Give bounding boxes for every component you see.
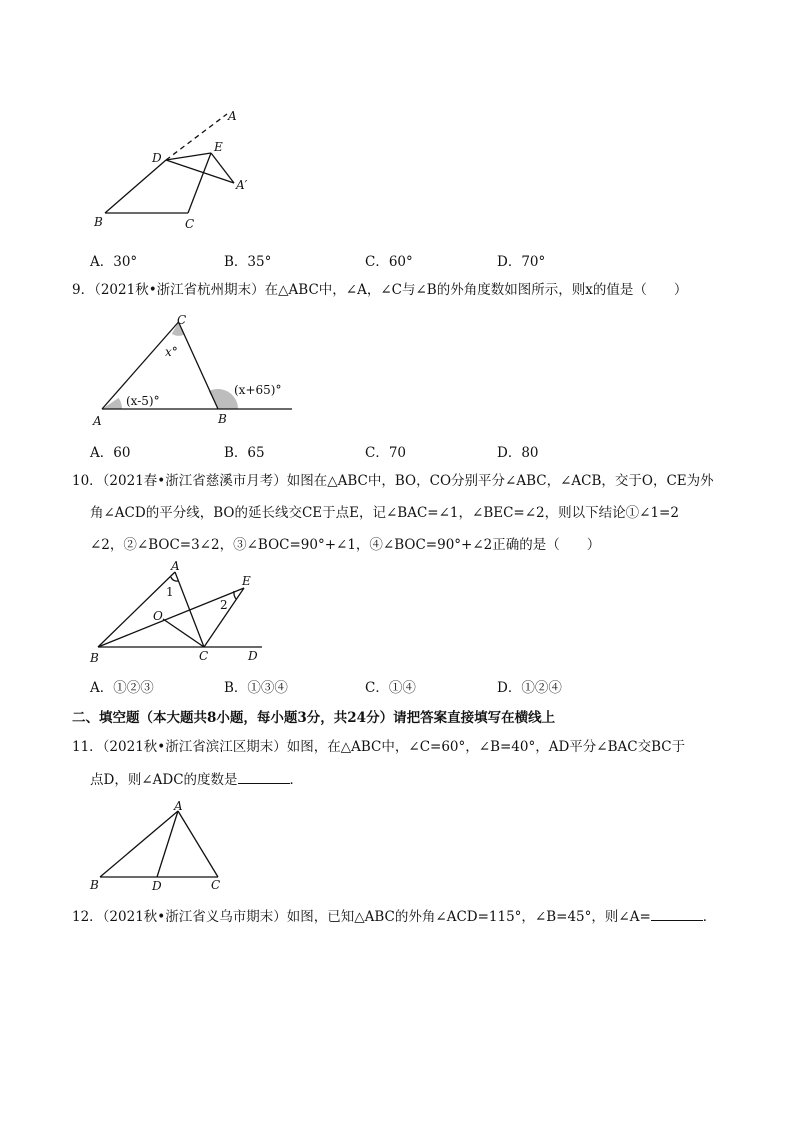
label-q10-one: 1 [166, 585, 174, 599]
q11-line-2-text: 点D，则∠ADC的度数是 [90, 772, 238, 788]
q8-option-b: B．35° [224, 254, 272, 270]
q10-line-3: ∠2，②∠BOC=3∠2，③∠BOC=90°+∠1，④∠BOC=90°+∠2正确的是（ ） [90, 537, 601, 553]
label-q8-e: E [214, 140, 223, 154]
label-q9-x: x° [165, 345, 178, 359]
label-q8-a-prime: A′ [236, 178, 248, 192]
label-q11-c: C [211, 878, 221, 892]
label-q8-a: A [228, 109, 237, 123]
q9-option-b: B．65 [224, 445, 265, 461]
label-q11-d: D [152, 879, 162, 893]
q9-option-c: C．70 [365, 445, 407, 461]
q10-option-d: D．①②④ [497, 680, 562, 696]
q8-option-c: C．60° [365, 254, 413, 270]
label-q9-c: C [177, 313, 187, 327]
q9-stem: 9．（2021秋•浙江省杭州期末）在△ABC中，∠A，∠C与∠B的外角度数如图所示，则x的值是（ ） [72, 282, 688, 298]
q10-line-2: 角∠ACD的平分线，BO的延长线交CE于点E，记∠BAC=∠1，∠BEC=∠2，则以下结论①∠1=2 [90, 505, 679, 521]
label-q10-d: D [248, 649, 258, 663]
q10-option-c: C．①④ [365, 680, 416, 696]
label-q9-b: B [218, 412, 227, 426]
q12-text: 12．（2021秋•浙江省义乌市期末）如图，已知△ABC的外角∠ACD=115°，∠B=45°，则∠A= [72, 909, 651, 925]
label-q8-d: D [152, 151, 162, 165]
label-q10-a: A [171, 559, 180, 573]
label-q8-b: B [94, 215, 103, 229]
q10-option-b: B．①③④ [224, 680, 288, 696]
q11-line-2-end: ． [289, 772, 304, 788]
q11-line-1: 11．（2021秋•浙江省滨江区期末）如图，在△ABC中，∠C=60°，∠B=40°，AD平分∠BAC交BC于 [72, 739, 686, 755]
q9-option-d: D．80 [497, 445, 539, 461]
label-q11-a: A [174, 799, 183, 813]
section-2-heading: 二、填空题（本大题共8小题，每小题3分，共24分）请把答案直接填写在横线上 [72, 710, 556, 726]
label-q9-a-angle: (x-5)° [126, 394, 160, 408]
q12-line [72, 906, 716, 927]
q9-option-a: A．60 [90, 445, 131, 461]
q10-option-a: A．①②③ [90, 680, 154, 696]
label-q10-e: E [242, 574, 251, 588]
label-q8-c: C [185, 217, 195, 231]
label-q10-b: B [90, 651, 99, 665]
label-q9-b-ext: (x+65)° [234, 383, 282, 397]
label-q10-c: C [199, 649, 209, 663]
q12-end: ． [702, 909, 717, 925]
label-q9-a: A [93, 414, 102, 428]
q8-option-d: D．70° [497, 254, 546, 270]
label-q10-o: O [153, 609, 163, 623]
q10-line-1: 10．（2021春•浙江省慈溪市月考）如图在△ABC中，BO，CO分别平分∠ABC，∠ACB，交于O，CE为外 [72, 473, 714, 489]
q12-answer-blank[interactable] [651, 906, 703, 921]
label-q11-b: B [90, 878, 99, 892]
label-q10-two: 2 [220, 598, 228, 612]
q8-option-a: A．30° [90, 254, 138, 270]
